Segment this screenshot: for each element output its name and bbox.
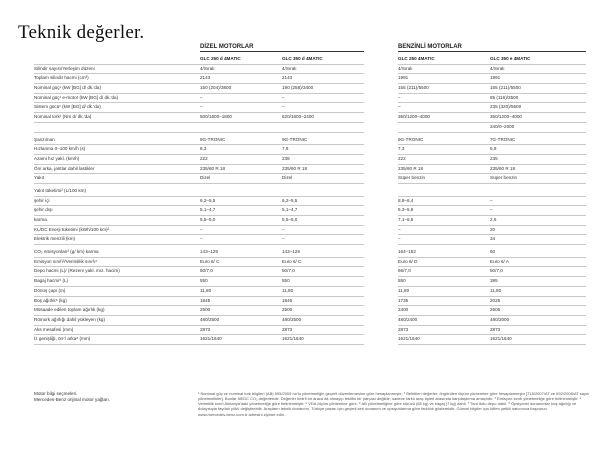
footnotes	[198, 391, 590, 417]
column-gap	[364, 315, 398, 325]
spec-label: şehir içi	[34, 196, 200, 206]
spec-value: 500/1600–1800	[200, 113, 282, 123]
spec-row	[34, 145, 586, 155]
spec-label: Dönüş çapı (m)	[34, 286, 200, 296]
spec-value: 9G-TRONIC	[398, 136, 490, 145]
spec-row	[34, 113, 586, 123]
spec-label: KL/DC Enerji tüketimi (kWh/100 km)²	[34, 225, 200, 235]
spec-value: 235 (320)/5500	[490, 103, 586, 113]
column-gap	[364, 103, 398, 113]
spec-value: 50/7,0	[200, 267, 282, 277]
spec-value: 9G-TRONIC	[282, 136, 364, 145]
spec-value	[200, 187, 282, 196]
spec-row	[34, 84, 586, 94]
legend-line: Motor bilgi seçmeleri.	[34, 391, 78, 396]
gasoline-group-header: BENZİNLİ MOTORLAR	[398, 44, 586, 52]
spec-value: 222	[398, 154, 490, 164]
page-title: Teknik değerler.	[18, 22, 145, 43]
spec-row	[34, 216, 586, 226]
spec-label: CO₂ emisyonları² (g/ km) karma	[34, 248, 200, 257]
spec-value: –	[200, 103, 282, 113]
spec-value: 235	[490, 154, 586, 164]
spec-value: 2873	[490, 325, 586, 335]
spec-value: 5,9	[490, 145, 586, 155]
spec-value: –	[200, 235, 282, 245]
spec-label: Toplam silindir hacmi (cm³)	[34, 74, 200, 84]
spec-label: Şanzıman	[34, 136, 200, 145]
spec-value: 1621/1640	[490, 335, 586, 345]
spec-value: 7,3	[398, 145, 490, 155]
spec-value: 350/1200–4000	[398, 113, 490, 123]
spec-label: Yakıt tüketimi² (L/100 km)	[34, 187, 200, 196]
spec-value: 155 (211)/5500	[490, 84, 586, 94]
spec-value: 235/60 R 18	[398, 164, 490, 174]
spec-value: –	[200, 93, 282, 103]
model-name: GLC 350 e 4MATIC	[490, 55, 586, 64]
spec-value: 155 (211)/5500	[398, 84, 490, 94]
spec-rows	[34, 64, 586, 344]
column-gap	[364, 113, 398, 123]
model-name: GLC 250 4MATIC	[398, 55, 490, 64]
spec-value: 143–129	[200, 248, 282, 257]
column-gap	[364, 84, 398, 94]
column-gap	[364, 154, 398, 164]
spec-value: 60	[490, 248, 586, 257]
spec-value: 480/2500	[200, 315, 282, 325]
model-name: GLC 350 d 4MATIC	[282, 55, 364, 64]
column-gap	[364, 248, 398, 257]
spec-value: 7,1–6,5	[398, 216, 490, 226]
spec-label: Sistem gücü¹ (kW [BG] d/ dk.'da)	[34, 103, 200, 113]
website-link[interactable]: www.mercedes-benz.com.tr adresini ziyaret edin.	[198, 412, 286, 418]
column-gap	[364, 306, 398, 316]
spec-value: 7,6	[282, 145, 364, 155]
spec-label: Emisyon sınıfı³/Verimlilik sınıfı⁴	[34, 257, 200, 267]
spec-value: 5,1–4,7	[200, 206, 282, 216]
spec-value: 1621/1640	[282, 335, 364, 345]
spec-value: 2873	[398, 325, 490, 335]
spec-value: 34	[490, 235, 586, 245]
spec-value: 2025	[490, 296, 586, 306]
spec-value: 2873	[200, 325, 282, 335]
spec-label	[34, 122, 200, 132]
spec-value: 190 (258)/3400	[282, 84, 364, 94]
spec-value: –	[398, 225, 490, 235]
spec-value: 480/2500	[282, 315, 364, 325]
spec-value	[398, 122, 490, 132]
column-gap	[364, 277, 398, 287]
spec-label: Azami hız yakl. (km/h)	[34, 154, 200, 164]
spec-label: Aks mesafesi (mm)	[34, 325, 200, 335]
spec-label: şehir dışı	[34, 206, 200, 216]
spec-value: –	[282, 235, 364, 245]
spec-value: 50/7,0	[282, 267, 364, 277]
spec-value: 5,5–5,0	[200, 216, 282, 226]
column-gap	[364, 74, 398, 84]
spec-row	[34, 64, 586, 74]
spec-value: 6,2–5,5	[282, 196, 364, 206]
spec-value: 2605	[490, 306, 586, 316]
spec-table	[34, 55, 586, 345]
spec-value: 550	[282, 277, 364, 287]
column-gap	[364, 196, 398, 206]
spec-value: Dizel	[282, 174, 364, 184]
spec-row	[34, 235, 586, 245]
spec-label: Römork ağırlığı dahil yükleyen (kg)	[34, 315, 200, 325]
spec-row	[34, 206, 586, 216]
spec-row	[34, 164, 586, 174]
spec-value: 1991	[490, 74, 586, 84]
column-gap	[364, 93, 398, 103]
spec-value: 235/60 R 18	[200, 164, 282, 174]
spec-row	[34, 335, 586, 345]
spec-value: 7G-TRONIC	[490, 136, 586, 145]
column-gap	[364, 257, 398, 267]
spec-value: 11,80	[200, 286, 282, 296]
spec-label: Nominal güç¹ e-motor (kW [BG] d/ dk.'da)	[34, 93, 200, 103]
spec-value: 6,3–5,6	[398, 206, 490, 216]
column-gap	[364, 164, 398, 174]
spec-value: 4/Sıralı	[490, 64, 586, 74]
spec-value: 620/1600–2400	[282, 113, 364, 123]
spec-value: Euro 6/ C	[282, 257, 364, 267]
spec-value: 11,80	[398, 286, 490, 296]
spec-value: 1845	[200, 296, 282, 306]
spec-value: 85 (116)/3500	[490, 93, 586, 103]
spec-value: 6,2–5,5	[200, 196, 282, 206]
spec-row	[34, 187, 586, 196]
spec-value: 480/2400	[398, 315, 490, 325]
spec-label: karma	[34, 216, 200, 226]
spec-value: 20	[490, 225, 586, 235]
spec-row	[34, 286, 586, 296]
column-gap	[364, 64, 398, 74]
spec-row	[34, 154, 586, 164]
column-gap	[364, 216, 398, 226]
spec-value: Euro 6/ D	[398, 257, 490, 267]
column-gap	[364, 206, 398, 216]
spec-value: 11,80	[490, 286, 586, 296]
spec-value	[490, 187, 586, 196]
diesel-group-header: DİZEL MOTORLAR	[200, 44, 364, 52]
model-header-row	[34, 55, 586, 64]
legend-line: Mercedes-Benz orijinal motor yağları.	[34, 397, 111, 402]
spec-value: 1845	[282, 296, 364, 306]
spec-value: 1621/1640	[200, 335, 282, 345]
spec-value: 5,5–5,0	[282, 216, 364, 226]
spec-row	[34, 122, 586, 132]
column-gap	[364, 187, 398, 196]
spec-row	[34, 248, 586, 257]
spec-value: 2,6	[490, 216, 586, 226]
spec-row	[34, 93, 586, 103]
spec-row	[34, 196, 586, 206]
spec-value: 2873	[282, 325, 364, 335]
footnote-text: ¹ Nominal güç ve nominal tork bilgileri (AB) 595/2009 no'lu yönetmeliğin geçerli düzenlemesine göre hesaplanmıştır. ² Belirtilen değerler, öngörülen ölçüm yöntemine göre hesaplanmıştır [715/2007/AT ve 692/2008/AT sayılı yönetmelikler]. Bunlar NEDC CO₂ değerleridir. Değerler belirli bir araca ait olmayıp teklifin bir parçası değildir; sadece farklı araç tipleri arasında karşılaştırma amaçlıdır. ³ Emisyon sınıfı yönetmeliğe göre belirlenmiştir. ⁴ Verimlilik sınıfı Almanya'daki yönetmeliğe göre belirlenmiştir. ⁵ VDA ölçüm yöntemine göre. ⁶ AB yönetmeliğine göre sürücü (68 kg) ve bagaj (7 kg) dahil. ⁷ Tam dolu depo dahil. ⁸ Opsiyonel donanımlar boş ağırlığı ve dolayısıyla faydalı yükü değiştirebilir. Araçların teknik donanımı, Türkiye pazarı için geçerli seri donanım ve opsiyonlarına göre farklılık gösterebilir. Güncel bilgiler için lütfen yetkili satıcınıza başvurun.	[198, 391, 590, 412]
spec-row	[34, 315, 586, 325]
spec-label: Depo hacmi (L)/ (Rezerv yakl. mız. hacim)	[34, 267, 200, 277]
spec-value: –	[200, 225, 282, 235]
spec-row	[34, 277, 586, 287]
model-name: GLC 250 d 4MATIC	[200, 55, 282, 64]
spec-value: –	[282, 225, 364, 235]
column-gap	[364, 286, 398, 296]
spec-value: Euro 6/ C	[200, 257, 282, 267]
spec-value: 235/60 R 18	[282, 164, 364, 174]
spec-value: 550	[200, 277, 282, 287]
spec-row	[34, 325, 586, 335]
spec-value: –	[282, 103, 364, 113]
column-gap	[364, 267, 398, 277]
spec-row	[34, 267, 586, 277]
column-gap	[364, 174, 398, 184]
spec-value: Süper benzin	[490, 174, 586, 184]
spec-value: 11,80	[282, 286, 364, 296]
spec-value: –	[398, 103, 490, 113]
spec-label: Elektrik menzili (km)	[34, 235, 200, 245]
spec-value: –	[490, 196, 586, 206]
spec-value	[398, 187, 490, 196]
spec-value: 340/0–2000	[490, 122, 586, 132]
spec-value: 2500	[282, 306, 364, 316]
spec-value: 2143	[200, 74, 282, 84]
column-gap	[364, 335, 398, 345]
spec-label: Yakıt	[34, 174, 200, 184]
spec-value: 1735	[398, 296, 490, 306]
spec-value: 8,3	[200, 145, 282, 155]
spec-value: 2143	[282, 74, 364, 84]
spec-value: 4/Sıralı	[398, 64, 490, 74]
spec-label: Hızlanma 0–100 km/h (s)	[34, 145, 200, 155]
column-gap	[364, 296, 398, 306]
spec-row	[34, 74, 586, 84]
spec-row	[34, 103, 586, 113]
spec-value: 2400	[398, 306, 490, 316]
spec-row	[34, 225, 586, 235]
spec-value	[282, 122, 364, 132]
spec-row	[34, 136, 586, 145]
column-gap	[364, 145, 398, 155]
spec-label: Silindir sayısı/Yerleşim düzeni	[34, 64, 200, 74]
column-gap	[364, 225, 398, 235]
spec-value: 5,1–4,7	[282, 206, 364, 216]
spec-value: –	[398, 93, 490, 103]
column-gap	[364, 122, 398, 132]
spec-value: 222	[200, 154, 282, 164]
spec-value: 238	[282, 154, 364, 164]
spec-value: –	[490, 206, 586, 216]
spec-label: Boş ağırlık⁶ (kg)	[34, 296, 200, 306]
spec-value: –	[398, 235, 490, 245]
spec-value	[200, 122, 282, 132]
spec-label: İz genişliği, ön⁷/ arka⁸ (mm)	[34, 335, 200, 345]
spec-value: 4/Sıralı	[200, 64, 282, 74]
spec-value: –	[282, 93, 364, 103]
spec-row	[34, 174, 586, 184]
spec-value: 480/2000	[490, 315, 586, 325]
spec-label: Nominal güç¹ (kW [BG] d/ dk.'da)	[34, 84, 200, 94]
spec-value: 2500	[200, 306, 282, 316]
column-gap	[364, 136, 398, 145]
spec-value	[282, 187, 364, 196]
spec-value: 395	[490, 277, 586, 287]
spec-value: 66/7,0	[398, 267, 490, 277]
spec-value: 150 (204)/3800	[200, 84, 282, 94]
spec-value: 1621/1640	[398, 335, 490, 345]
legend	[34, 391, 110, 403]
spec-label: Nominal tork¹ (Nm d/ dk.'da)	[34, 113, 200, 123]
spec-value: Dizel	[200, 174, 282, 184]
spec-row	[34, 306, 586, 316]
spec-value: 9G-TRONIC	[200, 136, 282, 145]
spec-value: 164–152	[398, 248, 490, 257]
spec-row	[34, 257, 586, 267]
spec-label: Bagaj hacmi⁵ (L)	[34, 277, 200, 287]
spec-label: Müsaade edilen toplam ağırlık (kg)	[34, 306, 200, 316]
spec-value: 1991	[398, 74, 490, 84]
spec-value: 4/Sıralı	[282, 64, 364, 74]
header-spacer	[34, 55, 200, 64]
spec-value: 350/1200–4000	[490, 113, 586, 123]
spec-value: 550	[398, 277, 490, 287]
spec-value: 50/7,0	[490, 267, 586, 277]
spec-row	[34, 296, 586, 306]
spec-value: 235/60 R 18	[490, 164, 586, 174]
spec-value: Süper benzin	[398, 174, 490, 184]
spec-label: Ön/ arka, jantlar dahil lastikler	[34, 164, 200, 174]
spec-value: Euro 6/ A	[490, 257, 586, 267]
spec-value: 143–129	[282, 248, 364, 257]
column-gap	[364, 325, 398, 335]
spec-value: 8,8–8,4	[398, 196, 490, 206]
column-gap	[364, 235, 398, 245]
